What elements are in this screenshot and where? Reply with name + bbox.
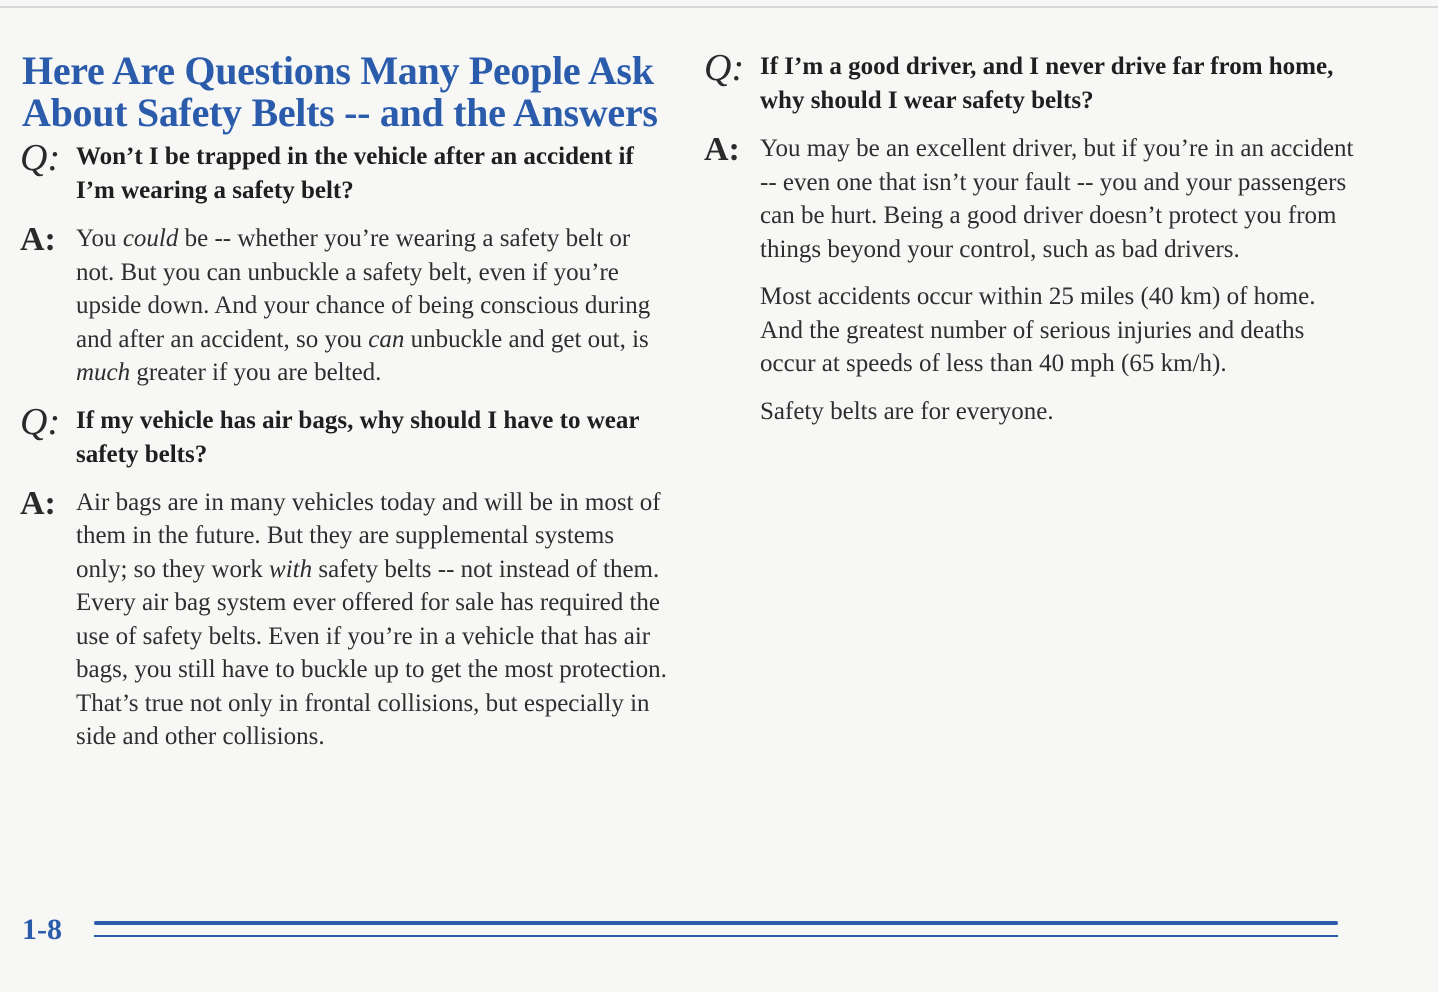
answer-2-text: Air bags are in many vehicles today and will be in most of them in the future. But they are supplemental systems only; so they work with safety belts -- not instead of them. Every air bag system ever offered for sale has required the use of safety belts. Even if you’re in a vehicle that has air bags, you still have to buckle up to get the most protection. That’s true not only in frontal collisions, but especially in side and other collisions. [76,488,667,750]
answer-3-paragraph-3: Safety belts are for everyone. [760,397,1054,425]
question-marker: Q: [20,400,61,443]
question-marker: Q: [704,47,745,89]
answer-1-text: You could be -- whether you’re wearing a safety belt or not. But you can unbuckle a safety belt, even if you’re upside down. And your chance of being conscious during and after an accident, so you can unbuckle and get out, is much greater if you are belted. [76,225,651,386]
question-2-text: If my vehicle has air bags, why should I have to wear safety belts? [76,406,640,468]
answer-3 [704,132,1354,428]
answer-2 [20,486,670,754]
footer-rule-thin [94,935,1338,937]
question-1-text: Won’t I be trapped in the vehicle after an accident if I’m wearing a safety belt? [76,143,634,204]
heading-line-1: Here Are Questions Many People Ask [22,48,654,93]
question-2 [20,400,670,472]
right-column [704,47,1354,442]
question-1 [20,137,670,208]
answer-3-paragraph-2: Most accidents occur within 25 miles (40 km) of home. And the greatest number of serious injuries and deaths occur at speeds of less than 40 mph (65 km/h). [760,283,1316,377]
footer-rule-thick [94,921,1338,925]
heading-line-2: About Safety Belts -- and the Answers [22,90,658,135]
footer-rule [94,921,1338,937]
answer-marker: A: [20,484,56,522]
question-3 [704,47,1354,118]
question-marker: Q: [20,137,61,179]
left-column [20,50,670,768]
section-heading [22,50,670,134]
answer-3-paragraph-1: You may be an excellent driver, but if you’re in an accident -- even one that isn’t your fault -- you and your passengers can be hurt. Being a good driver doesn’t protect you from things beyond your control, such as bad drivers. [760,135,1354,263]
answer-1 [20,222,670,390]
answer-marker: A: [704,131,740,168]
top-border-line [0,6,1438,8]
question-3-text: If I’m a good driver, and I never drive far from home, why should I wear safety belts? [760,53,1334,114]
page-number: 1-8 [22,913,62,946]
answer-marker: A: [20,221,56,258]
